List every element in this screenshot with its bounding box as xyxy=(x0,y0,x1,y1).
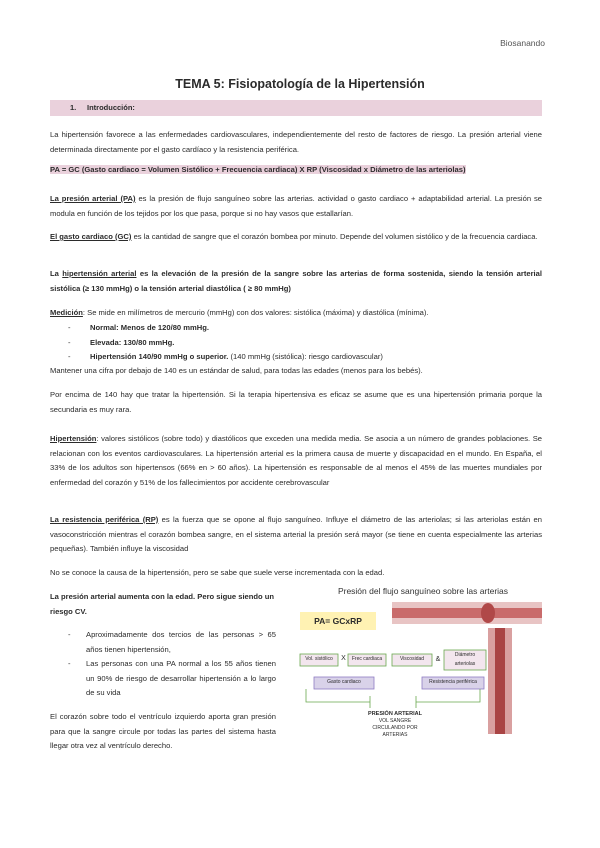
encima-paragraph: Por encima de 140 hay que tratar la hipertensión. Si la terapia hipertensiva es eficaz se asume que es una hipertensión primaria porque la secundaria es muy rara. xyxy=(50,390,542,414)
formula-text: PA = GC (Gasto cardiaco = Volumen Sistólico + Frecuencia cardiaca) X RP (Viscosidad x Diámetro de las arteriolas) xyxy=(50,165,466,174)
hipertension-paragraph xyxy=(50,432,542,490)
medicion-paragraph xyxy=(50,306,542,321)
diagram-formula: PA= GCxRP xyxy=(314,616,362,626)
list-item xyxy=(50,350,542,365)
artery-cross-section xyxy=(481,603,495,623)
list-item xyxy=(50,336,542,351)
causa-paragraph: No se conoce la causa de la hipertensión, pero se sabe que suele verse incrementada con la edad. xyxy=(50,568,385,577)
pa-sub2: CIRCULANDO POR xyxy=(372,725,418,731)
rp-term: La resistencia periférica (RP) xyxy=(50,515,159,524)
hta-pre: La xyxy=(50,269,63,278)
pa-title: PRESIÓN ARTERIAL xyxy=(368,711,422,717)
artery-lumen xyxy=(392,608,542,618)
level-normal: Normal: Menos de 120/80 mmHg. xyxy=(90,323,210,332)
medicion-text: : Se mide en milímetros de mercurio (mmHg) con dos valores: sistólica (máxima) y diastólica (mínima). xyxy=(82,308,429,317)
resist-label: Resistencia periférica xyxy=(429,679,477,685)
visc-label: Viscosidad xyxy=(399,656,425,662)
page-title: TEMA 5: Fisiopatología de la Hipertensión xyxy=(175,77,425,91)
intro-paragraph: La hipertensión favorece a las enfermedades cardiovasculares, independientemente del resto de factores de riesgo. La presión arterial viene determinada directamente por el gasto cardíaco y la resistencia periférica. xyxy=(50,130,542,154)
edad-heading: La presión arterial aumenta con la edad. Pero sigue siendo un riesgo CV. xyxy=(50,592,275,616)
diam-label: Diámetro arteriolas xyxy=(454,652,476,667)
pa-term: La presión arterial (PA) xyxy=(50,194,136,203)
corazon-paragraph: El corazón sobre todo el ventrículo izquierdo aporta gran presión para que la sangre circule por todas las partes del sistema hasta llegar otra vez al ventrículo derecho. xyxy=(50,712,276,750)
medicion-term: Medición xyxy=(50,308,83,317)
times-label: X xyxy=(341,655,346,662)
level-elevated: Elevada: 130/80 mmHg. xyxy=(90,337,175,347)
hta-paragraph xyxy=(50,267,542,296)
vol-label: Vol. sistólico xyxy=(305,656,333,662)
amp-label: & xyxy=(435,656,441,663)
gc-paragraph xyxy=(50,230,542,245)
hta-text: es la elevación de la presión de la sangre sobre las arterias de forma sostenida, siendo la tensión arterial sistólica (≥ 130 mmHg) o la tensión arterial diastólica ( ≥ 80 mmHg) xyxy=(50,269,542,293)
hipertension-term: Hipertensión xyxy=(50,434,97,443)
rp-paragraph xyxy=(50,513,542,557)
connector-verticals xyxy=(370,696,416,708)
list-item: - Las personas con una PA normal a los 55 años tienen un 90% de riesgo de desarrollar hipertensión a lo largo de su vida xyxy=(50,657,276,701)
rp-text: es la fuerza que se opone al flujo sanguíneo. Influye el diámetro de las arteriolas; si las arteriolas están en vasoconstricción mientras el corazón bombea sangre, en el sistema arterial la presión será mayor (se tiene en cuenta especialmente las arterias pequeñas). También influye la viscosidad xyxy=(50,515,543,553)
mantener-paragraph: Mantener una cifra por debajo de 140 es un estándar de salud, para todas las edades (menos para los bebés). xyxy=(50,366,423,375)
level-hypertension-rest: (140 mmHg (sistólica): riesgo cardiovascular) xyxy=(228,352,383,361)
pressure-flow-diagram xyxy=(292,584,554,774)
section-label: Introducción: xyxy=(87,103,135,112)
pa-sub1: VOL SANGRE xyxy=(378,718,412,724)
frec-label: Frec cardiaca xyxy=(351,656,383,662)
hipertension-text: : valores sistólicos (sobre todo) y diastólicos que exceden una medida media. Se asocia a un número de grandes poblaciones. Se relacionan con los eventos cardiovasculares. La hipertensión arterial es la primera causa de muerte y discapacidad en el mundo. En España, el 33% de los adultos son hipertensos (66% en > 60 años). La hipertensión es responsable de al menos el 45% de las muertes mundiales por enfermedad del corazón y 51% de los fallecimientos por accidente cerebrovascular xyxy=(50,434,542,487)
gc-text: es la cantidad de sangre que el corazón bombea por minuto. Depende del volumen sistólico y de la frecuencia cardiaca. xyxy=(131,232,538,241)
gc-term: El gasto cardiaco (GC) xyxy=(50,232,132,241)
connector-left xyxy=(306,689,370,702)
levels-list xyxy=(50,321,542,365)
formula-line xyxy=(50,163,542,178)
list-item xyxy=(50,321,542,336)
diagram-title: Presión del flujo sanguíneo sobre las arterias xyxy=(337,586,509,596)
pa-paragraph xyxy=(50,192,542,221)
edad-list xyxy=(50,628,276,701)
arteriole-lumen xyxy=(495,628,505,734)
header-brand: Biosanando xyxy=(500,38,545,48)
level-hypertension: Hipertensión 140/90 mmHg o superior. xyxy=(90,352,229,361)
pa-sub3: ARTERIAS xyxy=(382,732,408,738)
gasto-label: Gasto cardiaco xyxy=(327,679,361,685)
list-item: - Aproximadamente dos tercios de las personas > 65 años tienen hipertensión, xyxy=(50,628,276,657)
connector-right xyxy=(416,689,480,702)
section-heading xyxy=(50,100,542,116)
pa-text: es la presión de flujo sanguíneo sobre las arterias. actividad o gasto cardiaco + adaptabilidad arterial. La presión se modula en función de los tejidos por los que pasa, porque si no hay vasos que estallarían. xyxy=(50,194,543,218)
section-number: 1. xyxy=(70,103,77,112)
hta-term: hipertensión arterial xyxy=(62,269,137,278)
